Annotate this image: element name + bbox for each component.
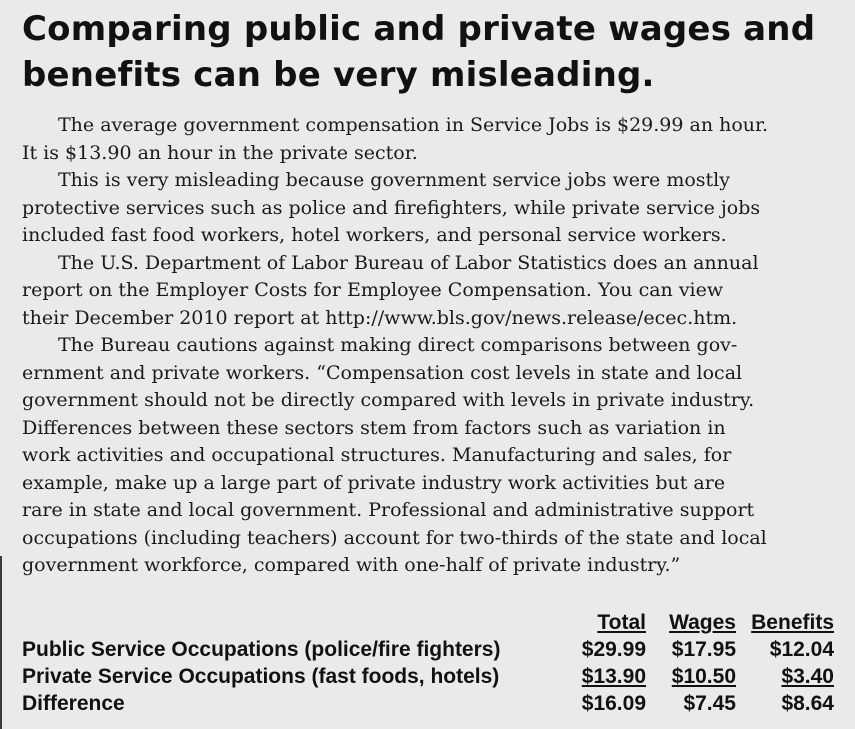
cell-wages: $17.95 [671, 638, 736, 661]
headline-line-1: Comparing public and private wages and [22, 9, 816, 49]
table-row-public [22, 636, 834, 663]
body-line: included fast food workers, hotel workers, and personal service workers. [22, 224, 727, 246]
headline-line-2: benefits can be very misleading. [22, 55, 655, 95]
wage-comparison-table [22, 609, 834, 717]
body-line: report on the Employer Costs for Employee Compensation. You can view [22, 279, 724, 301]
body-line: Differences between these sectors stem from factors such as variation in [22, 416, 726, 439]
cell-benefits: $12.04 [769, 638, 834, 661]
row-label: Private Service Occupations (fast foods, hotels) [22, 665, 500, 688]
headline [22, 6, 852, 98]
article-body [22, 112, 842, 580]
body-line: work activities and occupational structures. Manufacturing and sales, for [22, 444, 732, 466]
body-line: rare in state and local government. Professional and administrative support [22, 499, 755, 521]
cell-wages: $10.50 [671, 665, 736, 688]
body-line: government workforce, compared with one-half of private industry.” [22, 554, 681, 576]
body-line: government should not be directly compared with levels in private industry. [22, 389, 755, 411]
body-line: protective services such as police and firefighters, while private service jobs [22, 196, 761, 219]
cell-total: $16.09 [581, 692, 646, 715]
body-line: occupations (including teachers) account for two-thirds of the state and local [22, 526, 767, 549]
table-header-row [22, 609, 834, 636]
cell-wages: $7.45 [683, 692, 736, 715]
table-row-private [22, 663, 834, 690]
row-label: Public Service Occupations (police/fire fighters) [22, 638, 501, 661]
body-line: The U.S. Department of Labor Bureau of Labor Statistics does an annual [58, 251, 759, 274]
left-margin-rule [0, 556, 2, 729]
body-line: The Bureau cautions against making direct comparisons between gov- [58, 334, 738, 356]
body-line: ernment and private workers. “Compensation cost levels in state and local [22, 361, 743, 384]
table-row-difference [22, 690, 834, 717]
body-line: their December 2010 report at http://www.bls.gov/news.release/ecec.htm. [22, 306, 738, 329]
cell-total: $13.90 [581, 665, 646, 688]
cell-total: $29.99 [581, 638, 646, 661]
header-total: Total [597, 611, 646, 634]
body-line: The average government compensation in Service Jobs is $29.99 an hour. [58, 114, 769, 136]
body-line: example, make up a large part of private industry work activities but are [22, 471, 726, 494]
body-line: It is $13.90 an hour in the private sector. [22, 141, 418, 164]
cell-benefits: $8.64 [781, 692, 834, 715]
header-wages: Wages [669, 611, 736, 634]
cell-benefits: $3.40 [781, 665, 834, 688]
body-line: This is very misleading because government service jobs were mostly [58, 169, 730, 191]
row-label: Difference [22, 692, 125, 715]
header-benefits: Benefits [751, 611, 834, 634]
